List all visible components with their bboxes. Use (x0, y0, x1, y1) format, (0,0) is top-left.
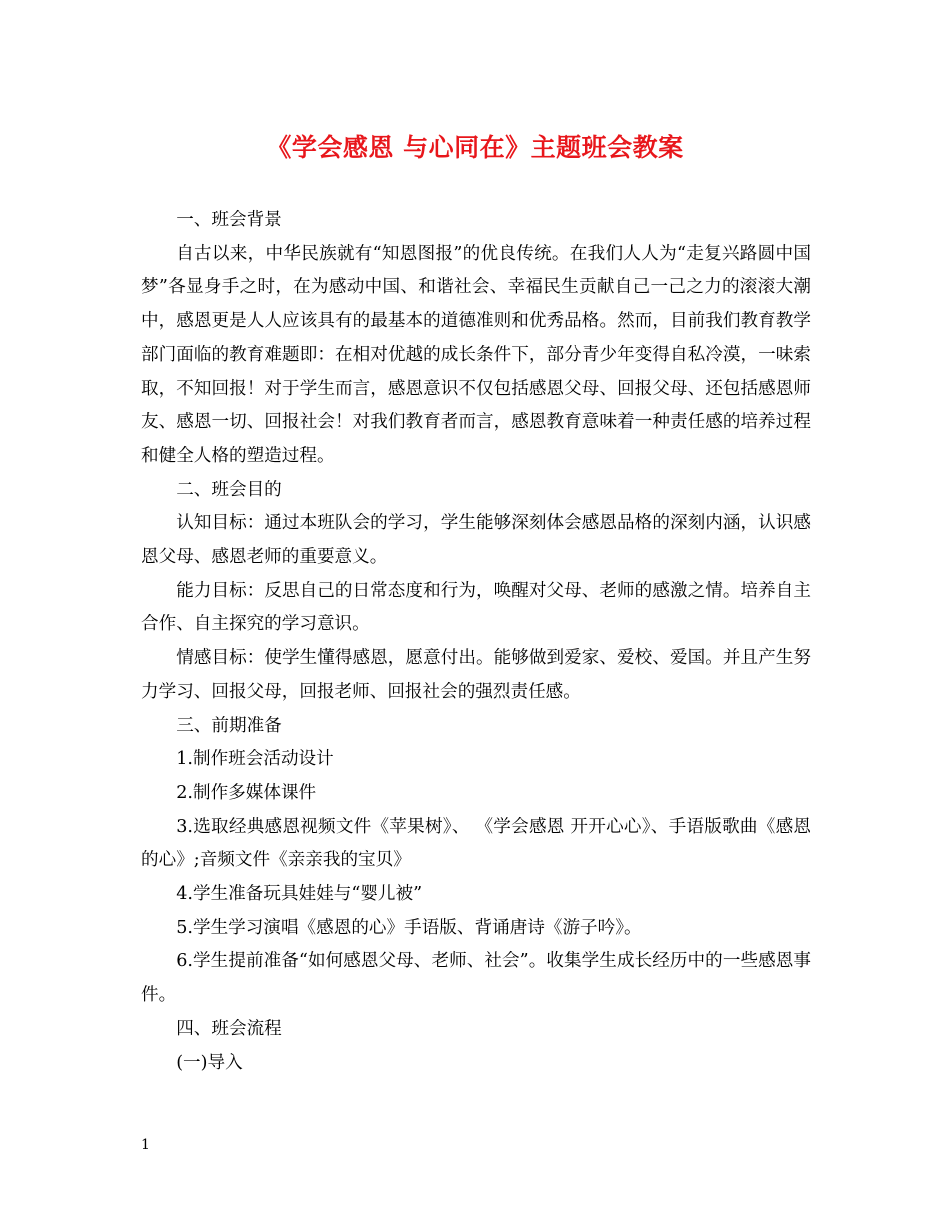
page-title: 《学会感恩 与心同在》主题班会教案 (266, 133, 684, 162)
paragraph-ability-goal: 能力目标：反思自己的日常态度和行为，唤醒对父母、老师的感激之情。培养自主合作、自主探究的学习意识。 (141, 580, 811, 635)
list-item: 4.学生准备玩具娃娃与“婴儿被” (176, 884, 423, 905)
list-item: 2.制作多媒体课件 (176, 782, 317, 803)
paragraph-emotional-goal: 情感目标：使学生懂得感恩，愿意付出。能够做到爱家、爱校、爱国。并且产生努力学习、回报父母，回报老师、回报社会的强烈责任感。 (141, 648, 811, 702)
page-number: 1 (141, 1137, 150, 1153)
list-item: 1.制作班会活动设计 (176, 749, 334, 770)
paragraph-background: 自古以来，中华民族就有“知恩图报”的优良传统。在我们人人为“走复兴路圆中国梦”各显身手之时，在为感动中国、和谐社会、幸福民生贡献自己一己之力的滚滚大潮中，感恩更是人人应该具有的最基本的道德准则和优秀品格。然而，目前我们教育教学部门面临的教育难题即：在相对优越的成长条件下，部分青少年变得自私冷漠，一味索取，不知回报！对于学生而言，感恩意识不仅包括感恩父母、回报父母、还包括感恩师友、感恩一切、回报社会！对我们教育者而言，感恩教育意味着一种责任感的培养过程和健全人格的塑造过程。 (141, 243, 811, 466)
section-heading-purpose: 二、班会目的 (176, 479, 282, 500)
section-heading-preparation: 三、前期准备 (176, 715, 282, 736)
list-item: 3.选取经典感恩视频文件《苹果树》、 《学会感恩 开开心心》、手语版歌曲《感恩的心》;音频文件《亲亲我的宝贝》 (141, 816, 811, 871)
section-heading-process: 四、班会流程 (176, 1018, 282, 1039)
section-heading-background: 一、班会背景 (176, 210, 282, 230)
paragraph-cognitive-goal: 认知目标：通过本班队会的学习，学生能够深刻体会感恩品格的深刻内涵，认识感恩父母、感恩老师的重要意义。 (141, 513, 811, 568)
list-item: 5.学生学习演唱《感恩的心》手语版、背诵唐诗《游子吟》。 (176, 917, 642, 938)
document-body (141, 204, 811, 1080)
list-item: 6.学生提前准备“如何感恩父母、老师、社会”。收集学生成长经历中的一些感恩事件。 (141, 951, 811, 1006)
subsection-heading-intro: (一)导入 (176, 1052, 243, 1073)
